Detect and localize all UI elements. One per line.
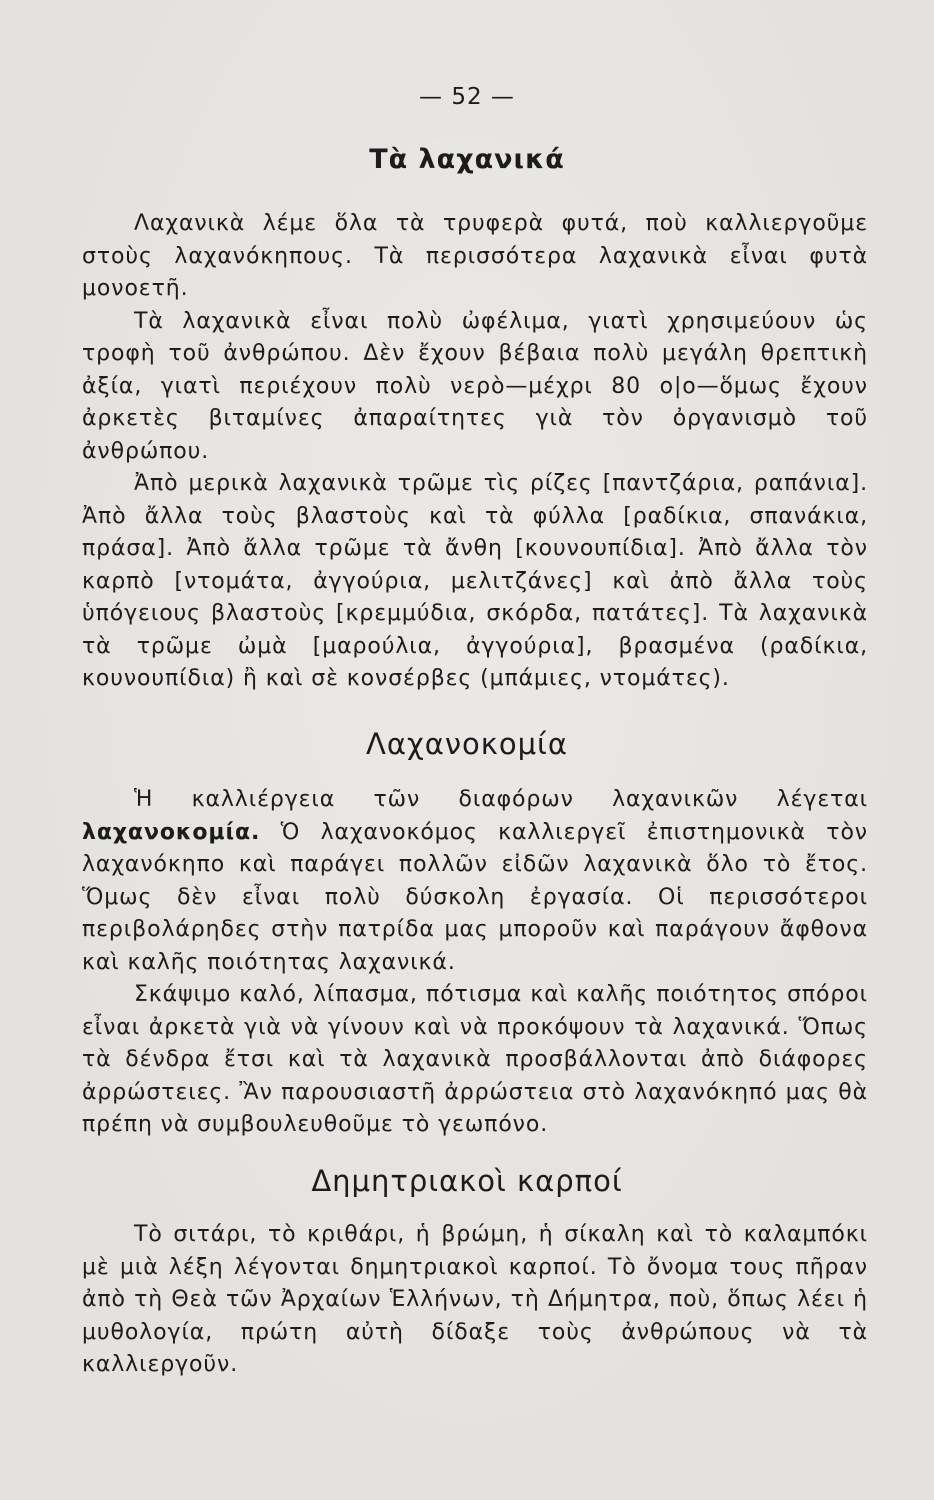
section-body-cereals xyxy=(82,1219,868,1382)
paragraph: Τὸ σιτάρι, τὸ κριθάρι, ἡ βρώμη, ἡ σίκαλη καὶ τὸ καλαμπόκι μὲ μιὰ λέξη λέγονται δημητριακοὶ καρποί. Τὸ ὄνομα τους πῆραν ἀπὸ τὴ Θεὰ τῶν Ἀρχαίων Ἑλλήνων, τὴ Δήμητρα, ποὺ, ὅπως λέει ἡ μυθολογία, πρώτη αὐτὴ δίδαξε τοὺς ἀνθρώπους νὰ τὰ καλλιεργοῦν. xyxy=(82,1222,868,1377)
paragraph xyxy=(82,784,868,979)
paragraph-rest: Ὁ λαχανοκόμος καλλιεργεῖ ἐπιστημονικὰ τὸν λαχανόκηπο καὶ παράγει πολλῶν εἰδῶν λαχανικὰ ὅλο τὸ ἔτος. Ὅμως δὲν εἶναι πολὺ δύσκολη ἐργασία. Οἱ περισσότεροι περιβολάρηδες στὴν πατρίδα μας μποροῦν καὶ παράγουν ἄφθονα καὶ καλῆς ποιότητας λαχανικά. xyxy=(82,819,868,975)
paragraph-lead: Ἡ καλλιέργεια τῶν διαφόρων λαχανικῶν λέγεται xyxy=(134,787,868,812)
paragraph: Λαχανικὰ λέμε ὅλα τὰ τρυφερὰ φυτά, ποὺ καλλιεργοῦμε στοὺς λαχανόκηπους. Τὰ περισσότερα λαχανικὰ εἶναι φυτὰ μονοετῆ. xyxy=(82,211,868,301)
bold-term: λαχανοκομία. xyxy=(82,819,261,845)
page-number: — 52 — xyxy=(419,84,515,110)
paragraph: Ἀπὸ μερικὰ λαχανικὰ τρῶμε τὶς ρίζες [παντζάρια, ραπάνια]. Ἀπὸ ἄλλα τοὺς βλαστοὺς καὶ τὰ φύλλα [ραδίκια, σπανάκια, πράσα]. Ἀπὸ ἄλλα τρῶμε τὰ ἄνθη [κουνουπίδια]. Ἀπὸ ἄλλα τὸν καρπὸ [ντομάτα, ἀγγούρια, μελιτζάνες] καὶ ἀπὸ ἄλλα τοὺς ὑπόγειους βλαστοὺς [κρεμμύδια, σκόρδα, πατάτες]. Τὰ λαχανικὰ τὰ τρῶμε ὠμὰ [μαρούλια, ἀγγούρια], βρασμένα (ραδίκια, κουνουπίδια) ἢ καὶ σὲ κονσέρβες (μπάμιες, ντομάτες). xyxy=(82,471,868,691)
paragraph: Σκάψιμο καλό, λίπασμα, πότισμα καὶ καλῆς ποιότητος σπόροι εἶναι ἀρκετὰ γιὰ νὰ γίνουν καὶ νὰ προκόψουν τὰ λαχανικά. Ὅπως τὰ δένδρα ἔτσι καὶ τὰ λαχανικὰ προσβάλλονται ἀπὸ διάφορες ἀρρώστειες. Ἂν παρουσιαστῆ ἀρρώστεια στὸ λαχανόκηπό μας θὰ πρέπη νὰ συμβουλευθοῦμε τὸ γεωπόνο. xyxy=(82,982,868,1137)
paragraph: Τὰ λαχανικὰ εἶναι πολὺ ὠφέλιμα, γιατὶ χρησιμεύουν ὡς τροφὴ τοῦ ἀνθρώπου. Δὲν ἔχουν βέβαια πολὺ μεγάλη θρεπτικὴ ἀξία, γιατὶ περιέχουν πολὺ νερὸ—μέχρι 80 ο|ο—ὅμως ἔχουν ἀρκετὲς βιταμίνες ἀπαραίτητες γιὰ τὸν ὀργανισμὸ τοῦ ἀνθρώπου. xyxy=(82,308,868,464)
section-title-vegetables: Τὰ λαχανικά xyxy=(369,144,565,175)
section-body-vegetables xyxy=(82,208,868,696)
section-title-cereals: Δημητριακοὶ καρποί xyxy=(311,1164,623,1198)
section-title-vegetable-growing: Λαχανοκομία xyxy=(366,727,568,761)
section-body-vegetable-growing xyxy=(82,784,868,1142)
